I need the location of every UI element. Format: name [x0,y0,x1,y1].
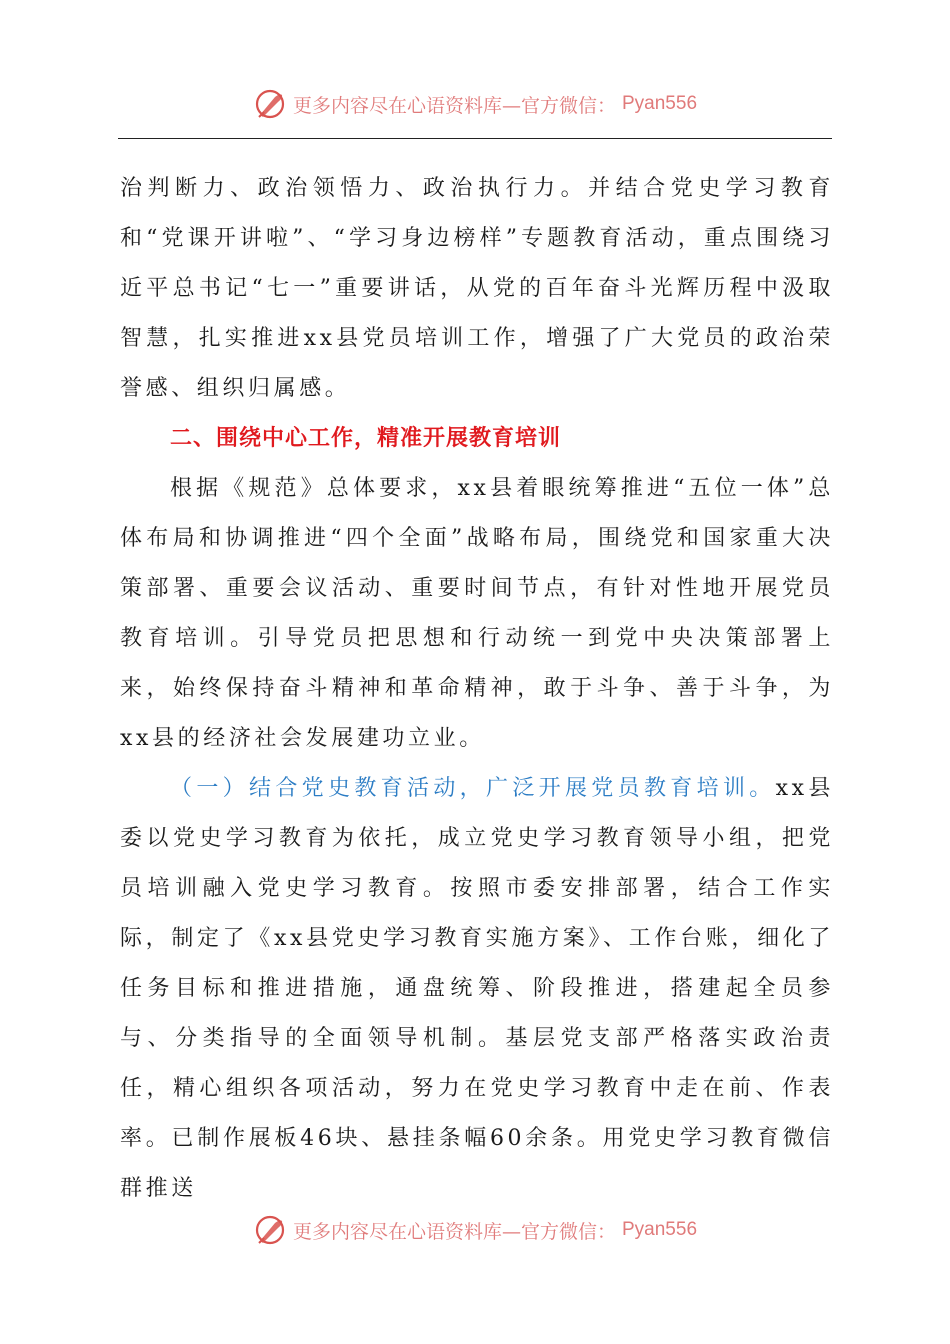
header-banner-id: Pyan556 [622,93,698,114]
quill-pen-logo-icon [253,87,287,121]
header-divider [118,138,832,139]
footer-banner-id: Pyan556 [622,1219,698,1240]
document-body [120,164,834,1214]
paragraph-section-2: 根据《规范》总体要求，xx县着眼统筹推进“五位一体”总体布局和协调推进“四个全面”战略布局，围绕党和国家重大决策部署、重要会议活动、重要时间节点，有针对性地开展党员教育培训。引导党员把思想和行动统一到党中央决策部署上来，始终保持奋斗精神和革命精神，敢于斗争、善于斗争，为xx县的经济社会发展建功立业。 [120,476,834,751]
paragraph-continued: 治判断力、政治领悟力、政治执行力。并结合党史学习教育和“党课开讲啦”、“学习身边榜样”专题教育活动，重点围绕习近平总书记“七一”重要讲话，从党的百年奋斗光辉历程中汲取智慧，扎实推进xx县党员培训工作，增强了广大党员的政治荣誉感、组织归属感。 [120,176,834,401]
header-banner [253,87,697,121]
subsection-heading-1: （一）结合党史教育活动，广泛开展党员教育培训。 [170,776,776,801]
section-heading-2: 二、围绕中心工作，精准开展教育培训 [170,426,562,451]
paragraph-subsection-1 [120,764,834,1214]
page-footer [0,1210,950,1250]
subsection-1-body: xx县委以党史学习教育为依托，成立党史学习教育领导小组，把党员培训融入党史学习教育。按照市委安排部署，结合工作实际，制定了《xx县党史学习教育实施方案》、工作台账，细化了任务目标和推进措施，通盘统筹、阶段推进，搭建起全员参与、分类指导的全面领导机制。基层党支部严格落实政治责任，精心组织各项活动，努力在党史学习教育中走在前、作表率。已制作展板46块、悬挂条幅60余条。用党史学习教育微信群推送 [120,776,834,1201]
quill-pen-logo-icon [253,1213,287,1247]
footer-banner-text: 更多内容尽在心语资料库—官方微信： [292,1220,616,1243]
page-header [0,84,950,124]
header-banner-text: 更多内容尽在心语资料库—官方微信： [292,94,616,117]
footer-banner [253,1213,697,1247]
